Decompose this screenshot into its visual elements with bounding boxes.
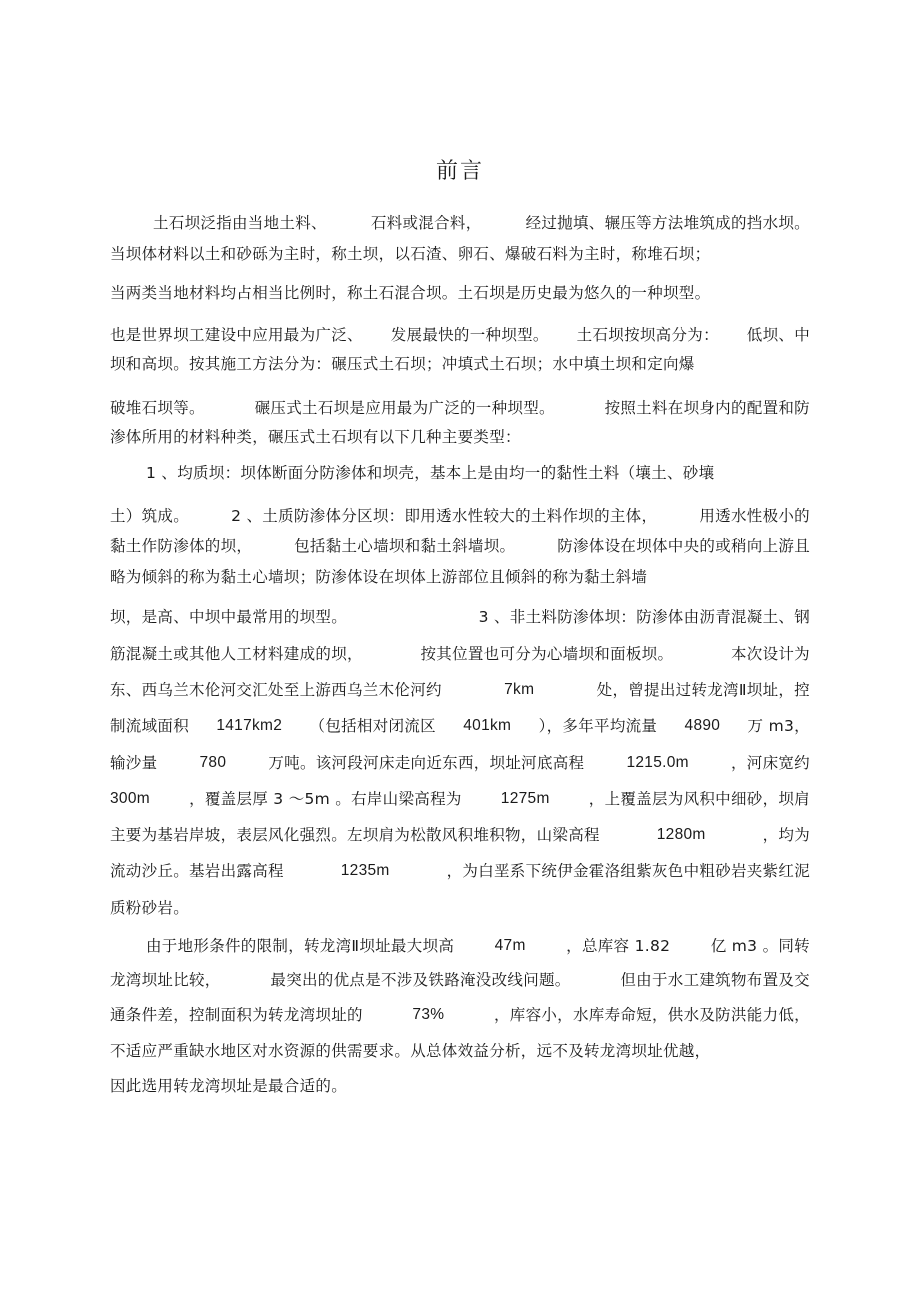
- text-segment: 龙湾坝址比较，: [110, 971, 221, 989]
- text-segment: 制流域面积: [110, 717, 190, 735]
- text-segment: 2 、土质防渗体分区坝：即用透水性较大的土料作坝的主体，: [231, 507, 658, 525]
- text-line: [153, 212, 810, 234]
- text-segment: ），多年平均流量: [538, 717, 658, 735]
- text-segment: 发展最快的一种坝型。: [390, 326, 549, 344]
- text-segment: 当两类当地材料均占相当比例时，称土石混合坝。土石坝是历史最为悠久的一种坝型。: [110, 284, 711, 302]
- text-line: [110, 1075, 347, 1097]
- text-segment: 坝，是高、中坝中最常用的坝型。: [110, 608, 348, 626]
- text-line: [110, 969, 810, 991]
- text-line: [110, 679, 810, 701]
- text-line: [110, 535, 810, 557]
- text-line: [110, 1004, 810, 1026]
- text-segment: ，总库容 1.82: [566, 937, 671, 955]
- text-segment: 300m: [110, 790, 150, 807]
- text-segment: 坝和高坝。按其施工方法分为：碾压式土石坝；冲填式土石坝；水中填土坝和定向爆: [110, 355, 695, 373]
- text-segment: 碾压式土石坝是应用最为广泛的一种坝型。: [254, 399, 555, 417]
- text-segment: 47m: [494, 937, 526, 954]
- text-segment: 73%: [412, 1006, 445, 1023]
- text-segment: 质粉砂岩。: [110, 899, 190, 917]
- text-segment: 401km: [463, 717, 512, 734]
- text-line: [110, 243, 710, 265]
- text-line: [110, 566, 647, 588]
- text-line: [110, 282, 710, 304]
- text-segment: 万吨。该河段河床走向近东西，坝址河底高程: [268, 754, 585, 772]
- text-segment: ，库容小，水库寿命短，供水及防洪能力低，: [493, 1006, 810, 1024]
- text-segment: 筋混凝土或其他人工材料建成的坝，: [110, 645, 363, 663]
- text-segment: 石料或混合料，: [370, 214, 482, 232]
- text-segment: 也是世界坝工建设中应用最为广泛、: [110, 326, 363, 344]
- text-segment: ，河床宽约: [730, 754, 810, 772]
- text-segment: 万 m3，: [747, 717, 810, 735]
- text-segment: 经过抛填、辗压等方法堆筑成的挡水坝。: [525, 214, 810, 232]
- text-line: [110, 353, 695, 375]
- text-line: [110, 824, 810, 846]
- text-line: [110, 715, 810, 737]
- text-segment: ，上覆盖层为风积中细砂，坝肩: [588, 790, 810, 808]
- page-title: 前言: [435, 159, 484, 184]
- text-segment: 4890: [684, 717, 721, 734]
- text-segment: 土石坝泛指由当地土料、: [153, 214, 327, 232]
- text-segment: 通条件差，控制面积为转龙湾坝址的: [110, 1006, 363, 1024]
- text-segment: 用透水性极小的: [699, 507, 810, 525]
- text-line: [110, 397, 810, 419]
- text-segment: 按其位置也可分为心墙坝和面板坝。: [420, 645, 674, 663]
- text-segment: 最突出的优点是不涉及铁路淹没改线问题。: [270, 971, 571, 989]
- text-line: [110, 788, 810, 810]
- text-segment: 亿 m3 。同转: [710, 937, 810, 955]
- text-segment: 略为倾斜的称为黏土心墙坝；防渗体设在坝体上游部位且倾斜的称为黏土斜墙: [110, 568, 648, 586]
- text-line: [110, 752, 810, 774]
- text-segment: 3 、非土料防渗体坝：防渗体由沥青混凝土、钢: [478, 608, 810, 626]
- text-line: [110, 1040, 710, 1062]
- text-segment: 本次设计为: [730, 645, 810, 663]
- text-segment: 东、西乌兰木伦河交汇处至上游西乌兰木伦河约: [110, 681, 442, 699]
- text-segment: 土石坝按坝高分为：: [576, 326, 719, 344]
- text-line: [110, 643, 810, 665]
- text-line: [110, 860, 810, 882]
- text-segment: 7km: [504, 681, 535, 698]
- text-segment: 由于地形条件的限制，转龙湾Ⅱ坝址最大坝高: [146, 937, 455, 955]
- text-segment: 780: [199, 754, 227, 771]
- text-segment: 1235m: [340, 862, 390, 879]
- text-segment: 但由于水工建筑物布置及交: [620, 971, 810, 989]
- text-segment: ，为白垩系下统伊金霍洛组紫灰色中粗砂岩夹紫红泥: [446, 862, 810, 880]
- text-line: [110, 324, 810, 346]
- text-segment: 破堆石坝等。: [110, 399, 205, 417]
- text-segment: 防渗体设在坝体中央的或稍向上游且: [557, 537, 810, 555]
- text-segment: 主要为基岩岸坡，表层风化强烈。左坝肩为松散风积堆积物，山梁高程: [110, 826, 600, 844]
- text-segment: 渗体所用的材料种类，碾压式土石坝有以下几种主要类型：: [110, 428, 521, 446]
- text-segment: 1275m: [500, 790, 550, 807]
- text-segment: 1 、均质坝：坝体断面分防渗体和坝壳，基本上是由均一的黏性土料（壤土、砂壤: [146, 464, 715, 482]
- text-segment: （包括相对闭流区: [309, 717, 436, 735]
- text-segment: 黏土作防渗体的坝，: [110, 537, 253, 555]
- text-line: [146, 462, 714, 484]
- text-segment: 不适应严重缺水地区对水资源的供需要求。从总体效益分析，远不及转龙湾坝址优越，: [110, 1042, 711, 1060]
- text-segment: 1417km2: [216, 717, 283, 734]
- text-line: [110, 606, 810, 628]
- text-segment: 流动沙丘。基岩出露高程: [110, 862, 284, 880]
- text-segment: 土）筑成。: [110, 507, 190, 525]
- text-segment: 因此选用转龙湾坝址是最合适的。: [110, 1077, 348, 1095]
- text-segment: 包括黏土心墙坝和黏土斜墙坝。: [294, 537, 516, 555]
- text-segment: 1280m: [656, 826, 706, 843]
- text-segment: 低坝、中: [746, 326, 810, 344]
- text-segment: 1215.0m: [626, 754, 689, 771]
- text-segment: 按照土料在坝身内的配置和防: [604, 399, 810, 417]
- text-segment: 当坝体材料以土和砂砾为主时，称土坝，以石渣、卵石、爆破石料为主时，称堆石坝；: [110, 245, 711, 263]
- text-segment: 处，曾提出过转龙湾Ⅱ坝址，控: [596, 681, 810, 699]
- text-line: [110, 897, 189, 919]
- text-segment: ，均为: [762, 826, 810, 844]
- text-line: [146, 935, 810, 957]
- text-line: [110, 505, 810, 527]
- text-segment: 输沙量: [110, 754, 158, 772]
- text-line: [110, 426, 521, 448]
- text-segment: ，覆盖层厚 3 ～5m 。右岸山梁高程为: [189, 790, 462, 808]
